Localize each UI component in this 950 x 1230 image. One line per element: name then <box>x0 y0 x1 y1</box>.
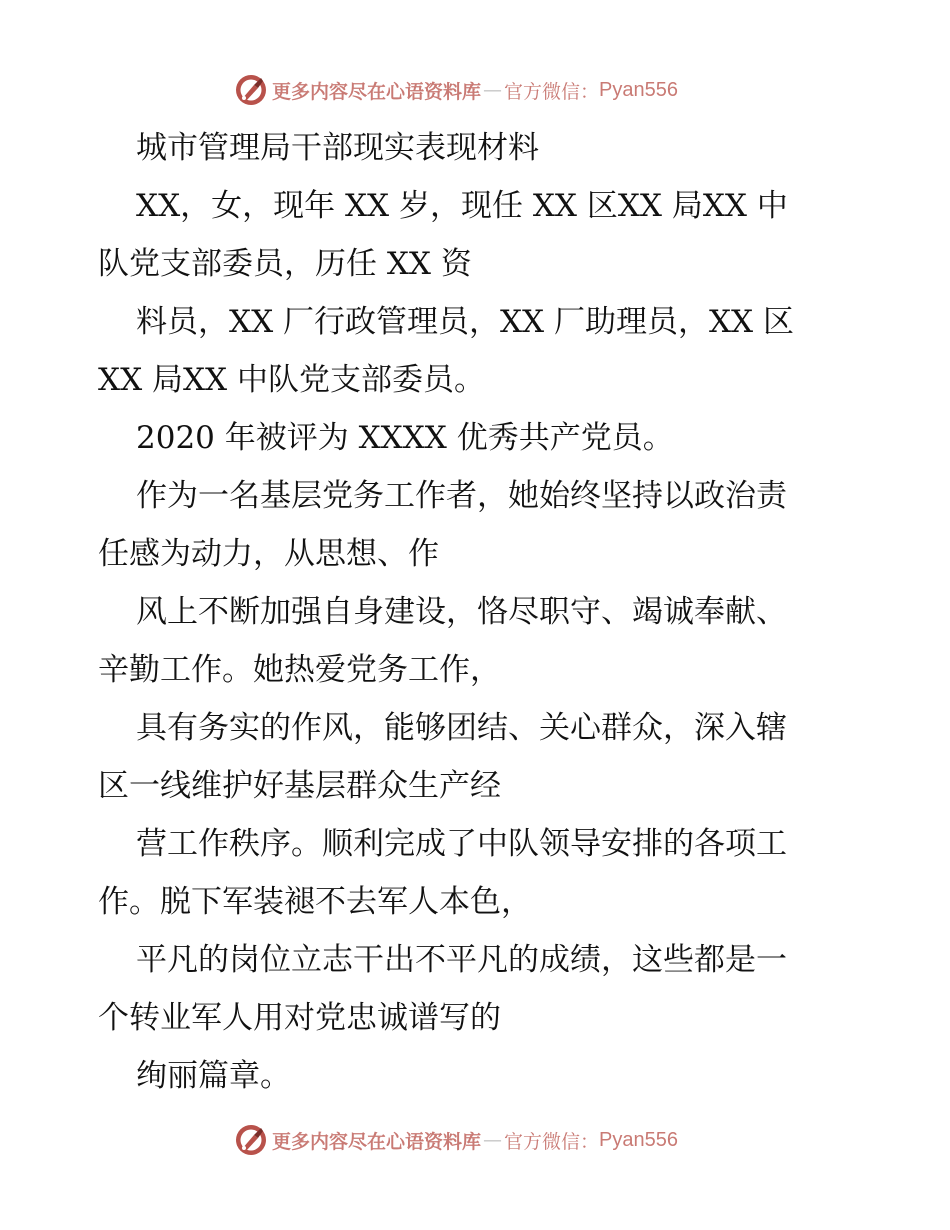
paragraph-line: XX，女，现年 XX 岁，现任 XX 区XX 局XX 中 <box>136 188 788 224</box>
watermark-main-text: 更多内容尽在心语资料库 <box>272 80 482 103</box>
watermark-wechat-label: 官方微信： <box>504 1130 600 1153</box>
watermark-wechat-id: Pyan556 <box>599 1128 678 1151</box>
pen-logo-icon <box>234 1123 268 1157</box>
paragraph-line: 个转业军人用对党忠诚谱写的 <box>98 1000 501 1036</box>
pen-logo-icon <box>234 73 268 107</box>
watermark-dash: — <box>483 1129 503 1151</box>
watermark-main-text: 更多内容尽在心语资料库 <box>272 1130 482 1153</box>
watermark-wechat-label: 官方微信： <box>504 80 600 103</box>
paragraph-line: 辛勤工作。她热爱党务工作， <box>98 652 501 688</box>
paragraph-line: 作。脱下军装褪不去军人本色， <box>98 884 532 920</box>
paragraph-line: 任感为动力，从思想、作 <box>98 536 439 572</box>
watermark-header <box>234 73 678 107</box>
paragraph-line: 队党支部委员，历任 XX 资 <box>98 246 472 282</box>
paragraph-line: 作为一名基层党务工作者，她始终坚持以政治责 <box>136 478 787 514</box>
watermark-dash: — <box>483 79 503 101</box>
paragraph-line: 风上不断加强自身建设，恪尽职守、竭诚奉献、 <box>136 594 787 630</box>
paragraph-line: 营工作秩序。顺利完成了中队领导安排的各项工 <box>136 826 787 862</box>
watermark-wechat-id: Pyan556 <box>599 78 678 101</box>
paragraph-line: 料员，XX 厂行政管理员，XX 厂助理员，XX 区 <box>136 304 794 340</box>
paragraph-line: 平凡的岗位立志干出不平凡的成绩，这些都是一 <box>136 942 787 978</box>
paragraph-line: 具有务实的作风，能够团结、关心群众，深入辖 <box>136 710 787 746</box>
watermark-footer <box>234 1123 678 1157</box>
paragraph-line: 绚丽篇章。 <box>136 1058 291 1094</box>
paragraph-line: 2020 年被评为 XXXX 优秀共产党员。 <box>136 420 674 456</box>
paragraph-line: XX 局XX 中队党支部委员。 <box>98 362 485 398</box>
paragraph-line: 区一线维护好基层群众生产经 <box>98 768 501 804</box>
document-title: 城市管理局干部现实表现材料 <box>136 130 539 166</box>
